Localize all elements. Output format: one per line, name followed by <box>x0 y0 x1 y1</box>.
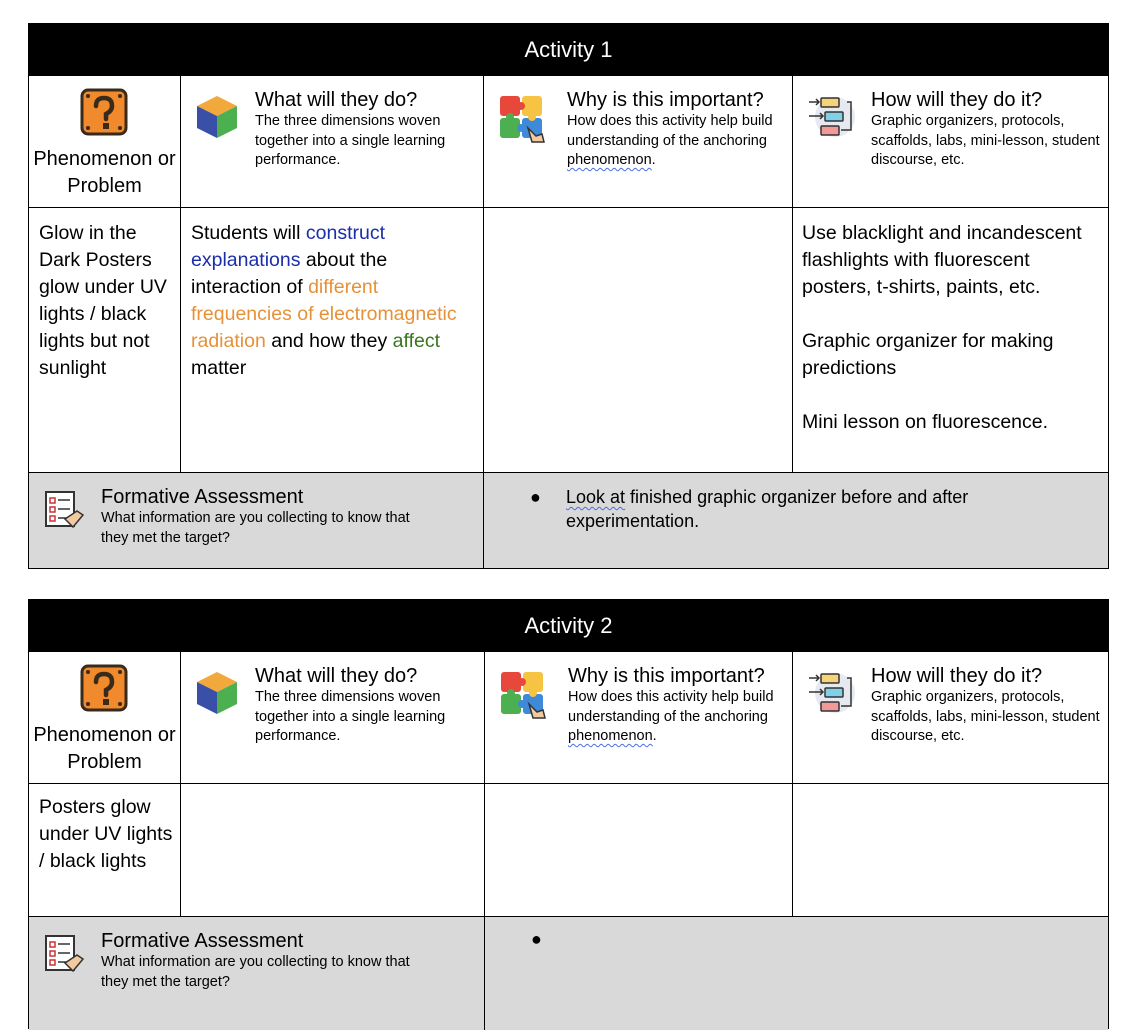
why-sub-suffix: . <box>651 152 656 168</box>
formative-header-cell <box>29 917 485 1030</box>
why-header-title: Why is this important? <box>567 89 764 111</box>
formative-title: Formative Assessment <box>101 930 304 952</box>
flowchart-icon <box>807 94 855 140</box>
how-header-sub: Graphic organizers, protocols, scaffolds, labs, mini-lesson, student discourse, etc. <box>871 689 1100 744</box>
what-header-cell <box>181 76 484 208</box>
question-block-icon <box>80 664 128 712</box>
why-header-cell <box>484 76 793 208</box>
why-sub-prefix: How does this activity help build understanding of the anchoring <box>567 113 773 149</box>
what-part-4: matter <box>191 357 247 379</box>
phenomenon-header-cell <box>29 76 181 208</box>
what-header-sub: The three dimensions woven together into a single learning performance. <box>255 689 446 744</box>
how-line-2: Graphic organizer for making predictions <box>802 330 1054 379</box>
why-sub-squiggle-word: phenomenon <box>567 152 652 168</box>
assessment-bullet-text <box>566 485 1078 533</box>
activity-title: Activity 1 <box>29 24 1108 76</box>
how-header-cell <box>793 652 1108 784</box>
activity-2-table <box>28 599 1109 1029</box>
how-cell <box>793 208 1108 473</box>
bullet-dot-icon: ● <box>530 487 541 507</box>
cube-icon <box>195 670 239 716</box>
why-sub-squiggle-word: phenomenon <box>568 728 653 744</box>
phenomenon-header-label: Phenomenon or Problem <box>33 148 176 197</box>
flowchart-icon <box>807 670 855 716</box>
phenomenon-cell <box>29 208 181 473</box>
how-header-cell <box>793 76 1108 208</box>
what-crosscutting: affect <box>392 330 440 352</box>
what-text <box>191 220 473 382</box>
phenomenon-cell <box>29 784 181 917</box>
puzzle-icon <box>499 670 547 720</box>
what-practice: construct explanations <box>191 222 386 271</box>
what-header-sub: The three dimensions woven together into a single learning performance. <box>255 113 446 168</box>
why-sub-prefix: How does this activity help build understanding of the anchoring <box>568 689 774 725</box>
assessment-bullet-rest: finished graphic organizer before and after experimentation. <box>566 487 969 531</box>
phenomenon-text: Glow in the Dark Posters glow under UV lights / black lights but not sunlight <box>39 222 167 379</box>
how-header-title: How will they do it? <box>871 89 1043 111</box>
puzzle-icon <box>498 94 546 144</box>
how-header-sub: Graphic organizers, protocols, scaffolds, labs, mini-lesson, student discourse, etc. <box>871 113 1100 168</box>
formative-sub: What information are you collecting to know that they met the target? <box>101 510 410 546</box>
how-cell <box>793 784 1108 917</box>
why-header-cell <box>485 652 793 784</box>
how-line-1: Use blacklight and incandescent flashlights with fluorescent posters, t-shirts, paints, etc. <box>802 222 1082 298</box>
what-cell <box>181 208 484 473</box>
what-header-title: What will they do? <box>255 665 418 687</box>
assessment-squiggle-phrase: Look at <box>566 487 626 507</box>
phenomenon-header-label: Phenomenon or Problem <box>33 724 176 773</box>
what-header-title: What will they do? <box>255 89 418 111</box>
why-header-sub <box>568 688 784 747</box>
formative-header-cell <box>29 473 484 568</box>
bullet-dot-icon: ● <box>531 929 542 949</box>
cube-icon <box>195 94 239 140</box>
checklist-icon <box>43 489 85 531</box>
assessment-bullet <box>531 927 1078 951</box>
phenomenon-header-cell <box>29 652 181 784</box>
what-cell <box>181 784 485 917</box>
formative-sub: What information are you collecting to know that they met the target? <box>101 954 410 990</box>
what-part-2: about the interaction of <box>191 249 388 298</box>
why-header-sub <box>567 112 784 171</box>
formative-title: Formative Assessment <box>101 486 304 508</box>
phenomenon-text: Posters glow under UV lights / black lights <box>39 796 173 872</box>
why-sub-suffix: . <box>652 728 657 744</box>
how-line-3: Mini lesson on fluorescence. <box>802 411 1049 433</box>
activity-1-table <box>28 23 1109 569</box>
why-cell <box>484 208 793 473</box>
formative-answer-cell <box>485 917 1108 1030</box>
what-header-cell <box>181 652 485 784</box>
how-header-title: How will they do it? <box>871 665 1043 687</box>
why-cell <box>485 784 793 917</box>
assessment-bullet <box>530 485 1078 533</box>
what-part-1: Students will <box>191 222 306 244</box>
what-part-3: and how they <box>265 330 393 352</box>
what-core-idea: different frequencies of electromagnetic radiation <box>191 276 457 352</box>
how-text <box>802 220 1100 436</box>
question-block-icon <box>80 88 128 136</box>
checklist-icon <box>43 933 85 975</box>
formative-answer-cell <box>484 473 1108 568</box>
activity-title: Activity 2 <box>29 600 1108 652</box>
why-header-title: Why is this important? <box>568 665 765 687</box>
